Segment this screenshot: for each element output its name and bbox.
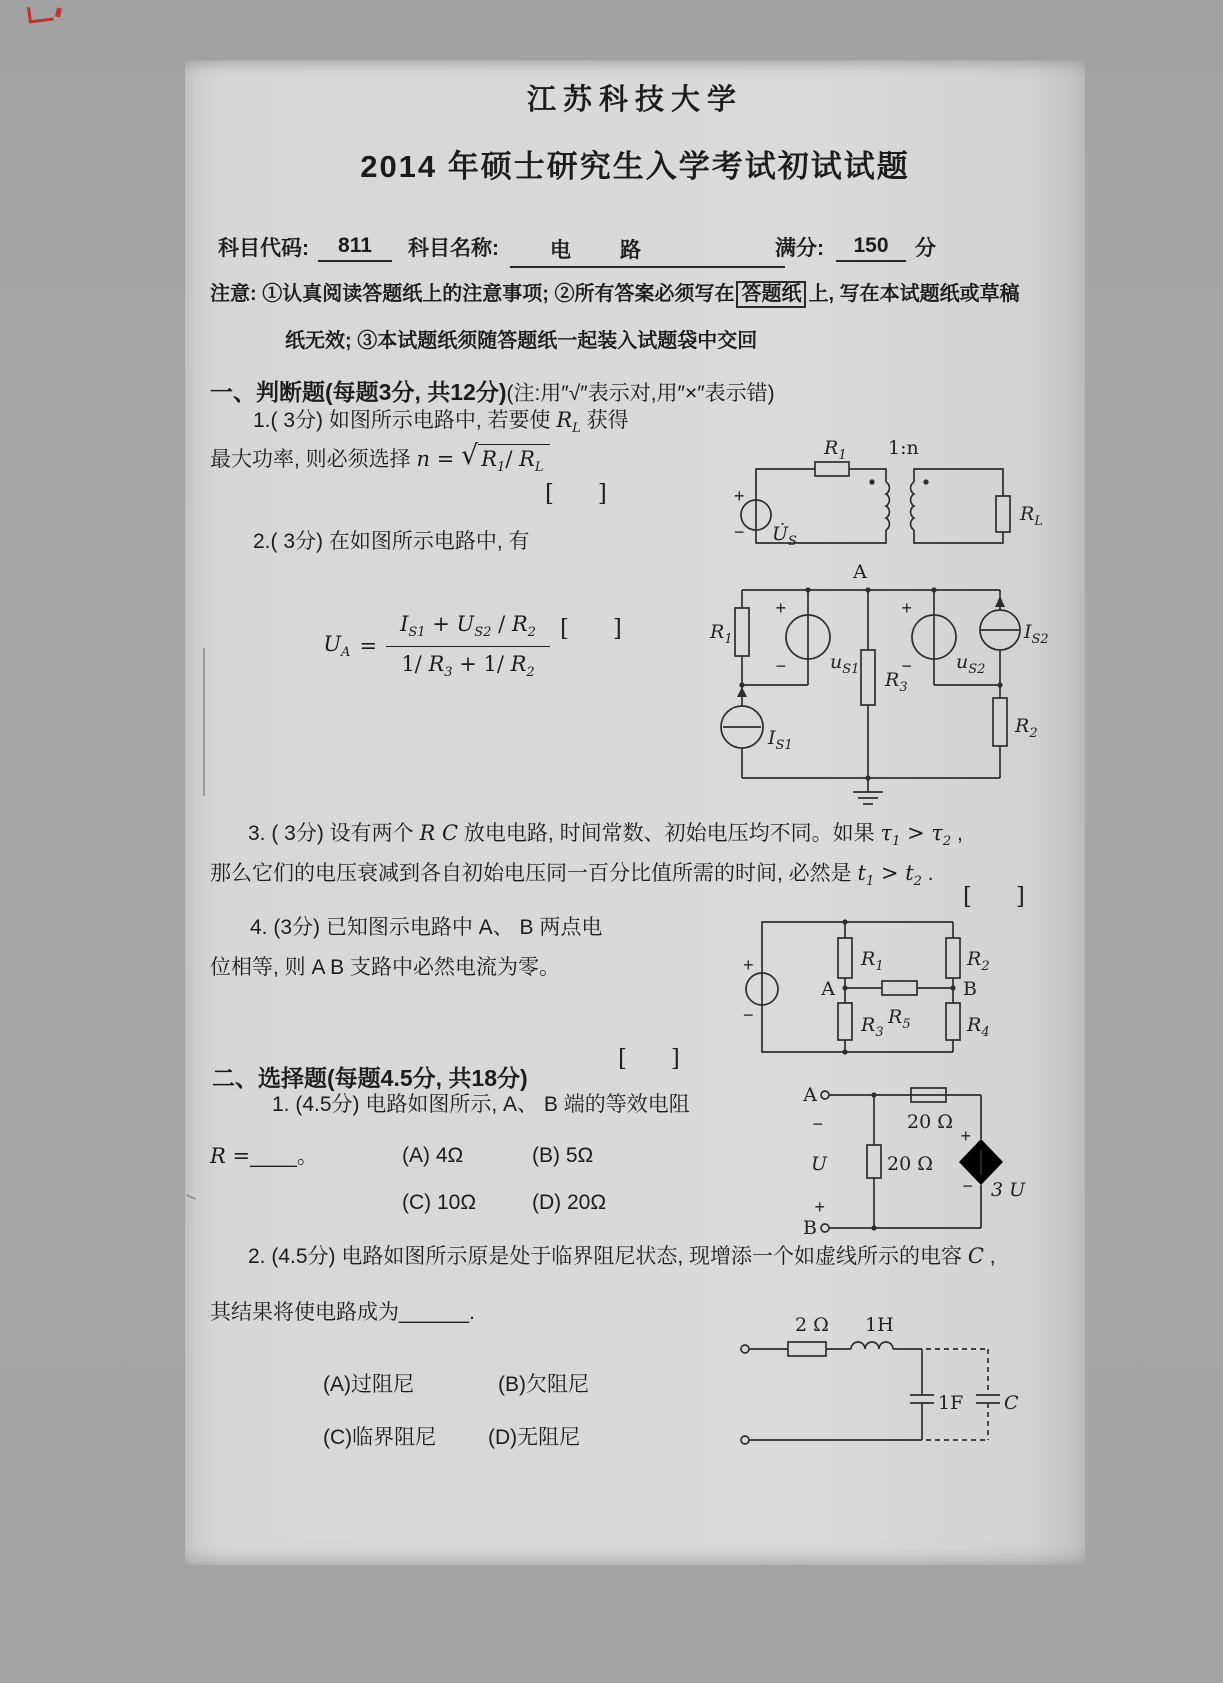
ground-symbol bbox=[853, 778, 883, 804]
s2q1-option-b: (B) 5Ω bbox=[532, 1144, 594, 1167]
question-1-line-1: 1.( 3分) 如图所示电路中, 若要使 $R_L$ 获得 bbox=[253, 408, 629, 437]
label-u: U bbox=[810, 1153, 827, 1175]
question-3-line-1: 3. ( 3分) 设有两个 R C 放电电路, 时间常数、初始电压均不同。如果 $\tau_1 > \tau_2$ , bbox=[248, 821, 963, 850]
transformer-secondary-coil bbox=[911, 482, 914, 530]
question-2-line-1: 2.( 3分) 在如图所示电路中, 有 bbox=[253, 530, 530, 553]
label-rl: $R_L$ bbox=[1020, 503, 1043, 529]
circuit-wires bbox=[721, 590, 1020, 804]
label-us2: $u_{S2}$ bbox=[956, 651, 986, 677]
plus-sign: + bbox=[960, 1126, 971, 1146]
label-1h: 1H bbox=[865, 1314, 894, 1336]
plus-sign: + bbox=[901, 598, 912, 618]
var-C: C bbox=[967, 1244, 984, 1268]
notice-line-2: 纸无效; ③本试题纸须随答题纸一起装入试题袋中交回 bbox=[285, 330, 758, 352]
terminal-b bbox=[821, 1224, 829, 1232]
radical-sign: √ bbox=[461, 440, 479, 471]
s2q1-option-c: (C) 10Ω bbox=[402, 1191, 477, 1214]
label-20ohm-shunt: 20 Ω bbox=[887, 1153, 933, 1175]
resistor-r2 bbox=[993, 698, 1007, 746]
minus-sign: − bbox=[962, 1176, 973, 1196]
node-dot bbox=[842, 919, 847, 924]
terminal-top bbox=[741, 1345, 749, 1353]
var-RL: $R_L$ bbox=[556, 408, 581, 437]
label-is1: $I_{S1}$ bbox=[768, 727, 793, 753]
resistor-r3 bbox=[838, 1003, 852, 1040]
node-dot bbox=[871, 1092, 876, 1097]
node-dot bbox=[842, 985, 847, 990]
label-c: C bbox=[1004, 1392, 1019, 1414]
terminal-bottom bbox=[741, 1436, 749, 1444]
section1-heading: 一、判断题(每题3分, 共12分)(注:用″√″表示对,用″×″表示错) bbox=[210, 379, 775, 405]
var-n: n bbox=[416, 447, 431, 471]
resistor-2ohm bbox=[788, 1342, 826, 1356]
answer-sheet-box: 答题纸 bbox=[736, 281, 806, 308]
node-dot bbox=[739, 682, 744, 687]
s2q1-option-d: (D) 20Ω bbox=[532, 1191, 607, 1214]
label-us: $U̇_S$ bbox=[772, 523, 797, 549]
question-4-line-2: 位相等, 则 A B 支路中必然电流为零。 bbox=[210, 956, 561, 979]
s2-question-1-line-1: 1. (4.5分) 电路如图所示, A、 B 端的等效电阻 bbox=[272, 1093, 690, 1116]
label-2ohm: 2 Ω bbox=[795, 1314, 829, 1336]
fraction: $\frac{I_{S1} + U_{S2} / R_2}{1/ R_3 + 1/ R_2}$ bbox=[386, 611, 550, 681]
arrow-is2 bbox=[995, 596, 1005, 607]
label-r2: $R_2$ bbox=[967, 948, 990, 974]
section2-heading: 二、选择题(每题4.5分, 共18分) bbox=[212, 1065, 528, 1091]
s2-question-2-line-1: 2. (4.5分) 电路如图所示原是处于临界阻尼状态, 现增添一个如虚线所示的电容 C , bbox=[248, 1244, 996, 1268]
label-r4: $R_4$ bbox=[967, 1014, 990, 1040]
resistor-rl bbox=[996, 496, 1010, 532]
label-r3: $R_3$ bbox=[861, 1014, 884, 1040]
exam-title: 2014 年硕士研究生入学考试初试试题 bbox=[360, 149, 910, 184]
node-dot bbox=[805, 587, 810, 592]
subject-name-label: 科目名称: bbox=[408, 237, 499, 260]
question-3-line-2: 那么它们的电压衰减到各自初始电压同一百分比值所需的时间, 必然是 $t_1 > t_2$ . bbox=[210, 861, 934, 890]
score-unit: 分 bbox=[915, 237, 936, 260]
circuit-figure-q1 bbox=[700, 412, 1060, 552]
answer-bracket-q4: [ ] bbox=[618, 1046, 680, 1072]
label-r1: $R_1$ bbox=[861, 948, 884, 974]
label-1f: 1F bbox=[938, 1392, 964, 1414]
minus-sign: − bbox=[775, 656, 786, 676]
circuit-figure-q2 bbox=[700, 540, 1075, 820]
answer-bracket-q1: [ ] bbox=[545, 481, 607, 507]
node-a-label: A bbox=[853, 561, 867, 583]
label-r2: $R_2$ bbox=[1015, 715, 1038, 741]
capacitor-1f bbox=[910, 1395, 934, 1403]
s2q1-blank-line: R =____。 bbox=[210, 1144, 318, 1168]
node-dot bbox=[865, 587, 870, 592]
node-b-label: B bbox=[963, 978, 977, 1000]
scan-artifact-line bbox=[203, 648, 205, 796]
notice-label: 注意: bbox=[210, 283, 257, 305]
dot-marker-secondary bbox=[923, 479, 928, 484]
s2q2-option-a: (A)过阻尼 bbox=[323, 1373, 414, 1396]
label-us1: $u_{S1}$ bbox=[830, 651, 860, 677]
node-dot bbox=[842, 1049, 847, 1054]
question-4-line-1: 4. (3分) 已知图示电路中 A、 B 两点电 bbox=[250, 916, 603, 939]
plus-sign: + bbox=[775, 598, 786, 618]
answer-bracket-q3: [ ] bbox=[963, 884, 1025, 910]
minus-sign: − bbox=[743, 1005, 754, 1025]
subject-name-value: 电 路 bbox=[510, 234, 785, 268]
terminal-a bbox=[821, 1091, 829, 1099]
resistor-20ohm-shunt bbox=[867, 1145, 881, 1178]
resistor-r1 bbox=[838, 938, 852, 978]
node-dot bbox=[931, 587, 936, 592]
plus-sign: + bbox=[743, 955, 754, 975]
label-r1: $R_1$ bbox=[710, 621, 733, 647]
arrow-is1 bbox=[737, 687, 747, 697]
var-R: R bbox=[210, 1144, 226, 1168]
inductor-1h bbox=[851, 1342, 893, 1349]
label-3u: 3 U bbox=[991, 1179, 1026, 1201]
minus-sign: − bbox=[734, 522, 745, 542]
red-scan-dot bbox=[55, 8, 62, 18]
subject-code-value: 811 bbox=[318, 234, 392, 262]
plus-sign: + bbox=[734, 486, 745, 506]
var-RC: R C bbox=[419, 821, 459, 845]
question-1-line-2: 最大功率, 则必须选择 n = √ $R_1/$ $R_L$ bbox=[210, 444, 550, 476]
s2q2-option-b: (B)欠阻尼 bbox=[498, 1373, 589, 1396]
node-dot bbox=[871, 1225, 876, 1230]
resistor-r5 bbox=[882, 981, 917, 995]
subject-code-label: 科目代码: bbox=[218, 237, 309, 260]
dot-marker-primary bbox=[869, 479, 874, 484]
label-r1: $R_1$ bbox=[824, 437, 847, 463]
var-UA: $U_A$ bbox=[323, 631, 351, 661]
node-a-label: A bbox=[821, 978, 835, 1000]
full-score-label: 满分: bbox=[775, 237, 824, 260]
s2q2-option-d: (D)无阻尼 bbox=[488, 1426, 581, 1449]
label-20ohm-series: 20 Ω bbox=[907, 1111, 953, 1133]
circuit-figure-q4 bbox=[735, 905, 1025, 1065]
full-score-value: 150 bbox=[836, 234, 906, 262]
minus-sign: − bbox=[812, 1114, 823, 1134]
s2q1-option-a: (A) 4Ω bbox=[402, 1144, 464, 1167]
red-scan-mark bbox=[27, 5, 54, 24]
resistor-r3 bbox=[861, 650, 875, 705]
node-dot bbox=[997, 682, 1002, 687]
resistor-r1 bbox=[735, 608, 749, 656]
label-r3: $R_3$ bbox=[885, 669, 908, 695]
notice-line-1: 注意: ①认真阅读答题纸上的注意事项; ②所有答案必须写在 答题纸 上, 写在本试题纸或草稿 bbox=[210, 281, 1020, 308]
label-is2: $I_{S2}$ bbox=[1024, 621, 1049, 647]
q2-formula: $U_A$ = $\frac{I_{S1} + U_{S2} / R_2}{1/ R_3 + 1/ R_2}$ bbox=[300, 585, 550, 707]
minus-sign: − bbox=[901, 656, 912, 676]
sqrt-expression: √ $R_1/$ $R_L$ bbox=[461, 444, 550, 476]
circuit-figure-s2q2 bbox=[735, 1295, 1025, 1455]
resistor-r4 bbox=[946, 1003, 960, 1040]
capacitor-c bbox=[976, 1395, 1000, 1403]
answer-bracket-q2: [ ] bbox=[560, 616, 622, 642]
label-turns-ratio: 1:n bbox=[888, 437, 919, 459]
s2q2-option-c: (C)临界阻尼 bbox=[323, 1426, 437, 1449]
label-r5: $R_5$ bbox=[888, 1006, 911, 1032]
circuit-wires bbox=[746, 922, 960, 1052]
resistor-r1 bbox=[815, 462, 849, 476]
s2-question-2-line-2: 其结果将使电路成为______. bbox=[210, 1301, 475, 1324]
terminal-b-label: B bbox=[803, 1217, 817, 1239]
section1-note: (注:用″√″表示对,用″×″表示错) bbox=[506, 382, 775, 405]
node-dot bbox=[950, 985, 955, 990]
plus-sign: + bbox=[814, 1197, 825, 1217]
transformer-primary-coil bbox=[886, 482, 889, 530]
circuit-figure-s2q1 bbox=[795, 1080, 1040, 1245]
resistor-r2 bbox=[946, 938, 960, 978]
terminal-a-label: A bbox=[803, 1084, 817, 1106]
node-dot bbox=[865, 775, 870, 780]
university-name: 江苏科技大学 bbox=[526, 84, 743, 116]
